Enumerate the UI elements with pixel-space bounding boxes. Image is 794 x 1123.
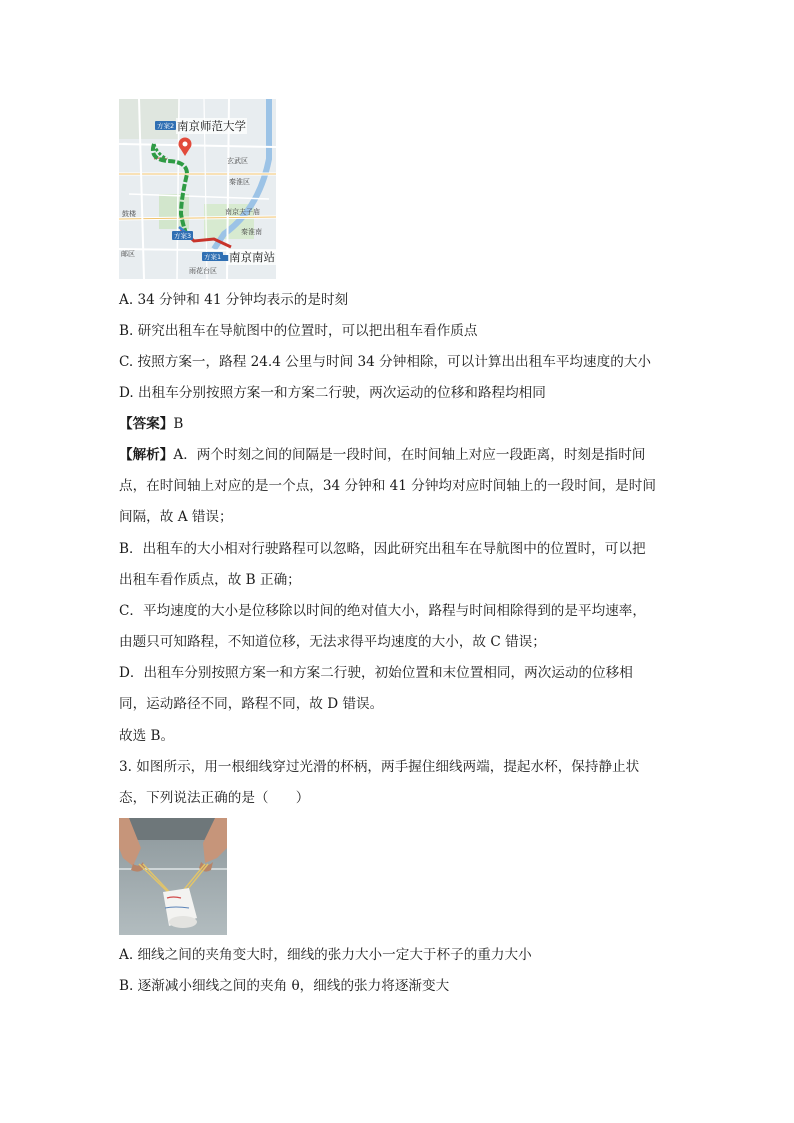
analysis-line: B．出租车的大小相对行驶路程可以忽略，因此研究出租车在导航图中的位置时，可以把 bbox=[119, 541, 646, 557]
cup-photo-graphic bbox=[119, 818, 227, 935]
analysis-label: 【解析】 bbox=[119, 447, 174, 463]
map-label-nanjing-normal-university: 南京师范大学 bbox=[177, 119, 246, 133]
q2-option-a: A. 34 分钟和 41 分钟均表示的是时刻 bbox=[119, 292, 349, 308]
navigation-map-image bbox=[119, 99, 276, 279]
analysis-text: A．两个时刻之间的间隔是一段时间，在时间轴上对应一段距离，时刻是指时间 bbox=[173, 447, 646, 463]
map-label-plan2: 方案2 bbox=[157, 122, 175, 130]
analysis-line: 出租车看作质点，故 B 正确； bbox=[119, 572, 301, 588]
map-label-nanjing-south-station: 南京南站 bbox=[229, 250, 275, 264]
q2-option-b: B. 研究出租车在导航图中的位置时，可以把出租车看作质点 bbox=[119, 323, 478, 339]
analysis-line: 间隔，故 A 错误； bbox=[119, 509, 233, 525]
map-label-district: 秦淮区 bbox=[229, 178, 250, 186]
analysis-line bbox=[119, 446, 645, 464]
answer-value: B bbox=[173, 416, 184, 432]
q3-stem: 态，下列说法正确的是（ ） bbox=[119, 790, 310, 806]
cup-thread-photo bbox=[119, 818, 227, 935]
q2-option-c: C. 按照方案一，路程 24.4 公里与时间 34 分钟相除，可以计算出出租车平均速度的大小 bbox=[119, 354, 651, 370]
map-label-plan3: 方案3 bbox=[174, 232, 192, 240]
map-label-district: 邮区 bbox=[121, 250, 135, 258]
analysis-line: D．出租车分别按照方案一和方案二行驶，初始位置和末位置相同，两次运动的位移相 bbox=[119, 665, 633, 681]
map-label-district: 雨花台区 bbox=[189, 267, 217, 275]
analysis-conclusion: 故选 B。 bbox=[119, 728, 175, 744]
analysis-line: 点，在时间轴上对应的是一个点，34 分钟和 41 分钟均对应时间轴上的一段时间，是时间 bbox=[119, 478, 656, 494]
map-label-plan1: 方案1 bbox=[204, 253, 222, 261]
map-label-district: 秦淮南 bbox=[241, 228, 262, 236]
answer-line bbox=[119, 415, 183, 433]
analysis-line: C．平均速度的大小是位移除以时间的绝对值大小，路程与时间相除得到的是平均速率， bbox=[119, 603, 646, 619]
analysis-line: 同，运动路径不同，路程不同，故 D 错误。 bbox=[119, 696, 384, 712]
q3-option-a: A. 细线之间的夹角变大时，细线的张力大小一定大于杯子的重力大小 bbox=[119, 947, 532, 963]
map-label-district: 南京夫子庙 bbox=[225, 208, 260, 216]
answer-label: 【答案】 bbox=[119, 416, 174, 432]
q2-option-d: D. 出租车分别按照方案一和方案二行驶，两次运动的位移和路程均相同 bbox=[119, 385, 546, 401]
q3-option-b: B. 逐渐减小细线之间的夹角 θ，细线的张力将逐渐变大 bbox=[119, 978, 450, 994]
map-label-district: 鼓楼 bbox=[122, 210, 136, 218]
map-label-district: 玄武区 bbox=[227, 157, 248, 165]
analysis-line: 由题只可知路程，不知道位移，无法求得平均速度的大小，故 C 错误； bbox=[119, 634, 546, 650]
q3-stem: 3. 如图所示，用一根细线穿过光滑的杯柄，两手握住细线两端，提起水杯，保持静止状 bbox=[119, 759, 640, 775]
